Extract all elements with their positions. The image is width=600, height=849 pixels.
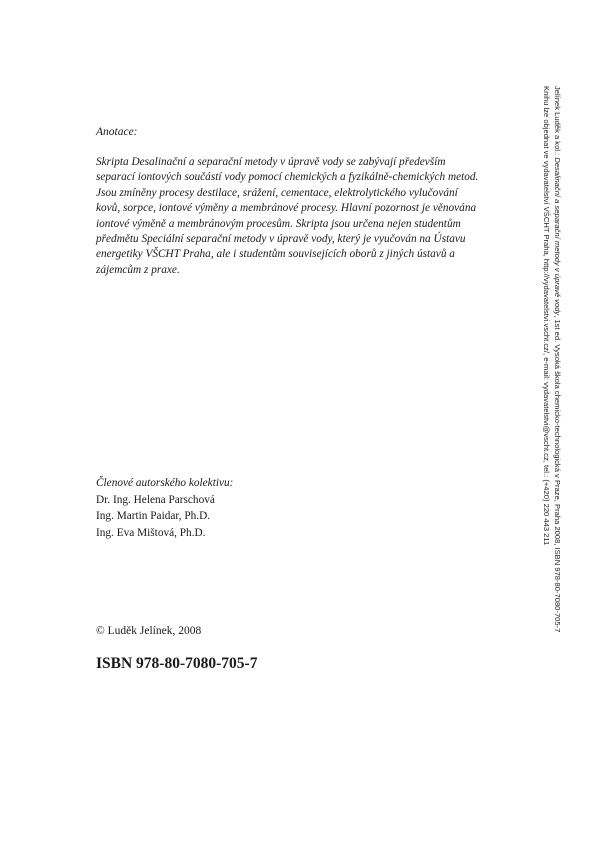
author-name: Ing. Eva Mištová, Ph.D. — [96, 526, 206, 539]
citation-authors: Jelínek Luděk a kol.: — [553, 86, 562, 158]
authors-heading: Členové autorského kolektivu: — [96, 477, 234, 489]
annotation-heading: Anotace: — [96, 126, 138, 138]
annotation-line: kovů, sorpce, iontové výměny a membránové procesy. Hlavní pozornost je věnována — [96, 202, 477, 215]
citation-publisher: , 1st ed. Vysoká škola chemicko-technologická v Praze, Praha 2008, ISBN 978-80-7080-705-7 — [553, 315, 562, 633]
annotation-line: separací iontových součástí vody pomocí chemických a fyzikálně-chemických metod. — [96, 171, 479, 184]
isbn-number: ISBN 978-80-7080-705-7 — [96, 655, 258, 672]
author-name: Ing. Martin Paidar, Ph.D. — [96, 510, 211, 522]
vertical-citation-sidebar — [541, 86, 562, 686]
annotation-line: Skripta Desalinační a separační metody v úpravě vody se zabývají především — [96, 156, 446, 168]
author-name: Dr. Ing. Helena Parschová — [96, 493, 215, 506]
citation-title: Desalinační a separační metody v úpravě vody — [553, 157, 562, 316]
annotation-body — [96, 155, 521, 278]
ordering-info-line: Knihu lze objednat ve vydavatelství VŠCHT Praha, http://vydavatelstvi.vscht.cz/, e-mail: vydavatelstvi@vscht.cz, tel.: (+420) 220 443 211 — [542, 86, 552, 546]
citation-line — [552, 86, 563, 686]
annotation-line: iontové výměně a membránovým procesům. Skripta jsou určena nejen studentům — [96, 217, 461, 230]
annotation-line: zájemcům z praxe. — [96, 263, 180, 276]
annotation-line: předmětu Speciální separační metody v úpravě vody, který je vyučován na Ústavu — [96, 233, 466, 246]
author-collective — [96, 475, 233, 541]
annotation-line: energetiky VŠCHT Praha, ale i studentům souvisejících oborů z jiných ústavů a — [96, 248, 455, 261]
annotation-line: Jsou zmíněny procesy destilace, srážení, cementace, elektrolytického vylučování — [96, 186, 458, 199]
copyright-notice: © Luděk Jelínek, 2008 — [96, 625, 202, 637]
